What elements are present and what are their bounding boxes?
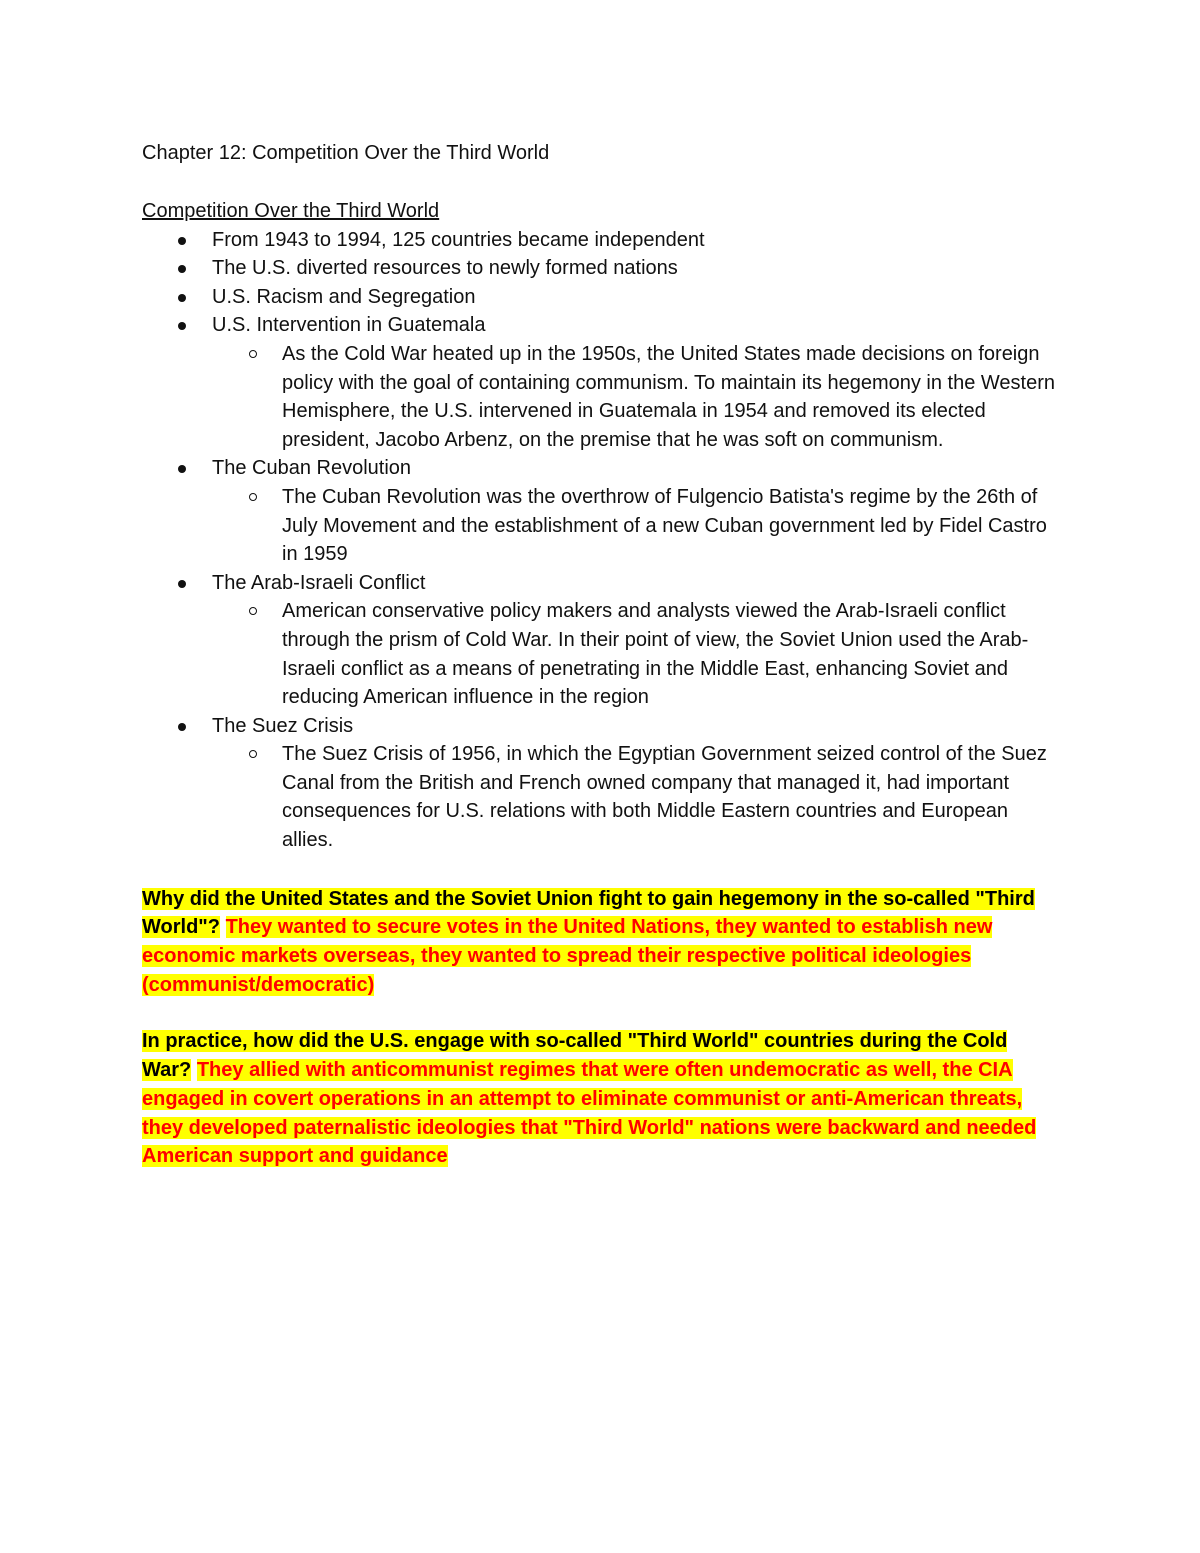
qa-block-engagement — [142, 1027, 1062, 1171]
list-item-text: The Cuban Revolution — [212, 457, 412, 480]
list-item — [212, 226, 1062, 255]
bullet-list — [142, 226, 1062, 855]
filled-bullet-icon — [178, 723, 186, 731]
filled-bullet-icon — [178, 294, 186, 302]
filled-bullet-icon — [178, 265, 186, 273]
list-item-text: The U.S. diverted resources to newly formed nations — [212, 257, 678, 280]
sub-list-item — [282, 597, 1062, 711]
list-item-text: The Suez Crisis — [212, 714, 354, 737]
sub-bullet-list — [212, 740, 1062, 854]
list-item — [212, 569, 1062, 712]
filled-bullet-icon — [178, 465, 186, 473]
section-heading: Competition Over the Third World — [142, 200, 440, 222]
sub-list-item-text: American conservative policy makers and analysts viewed the Arab-Israeli conflict through the prism of Cold War. In their point of view, the Soviet Union used the Arab-Israeli conflict as a means of penetrating in the Middle East, enhancing Soviet and reducing American influence in the region — [282, 600, 1029, 709]
answer-text: They allied with anticommunist regimes that were often undemocratic as well, the CIA engaged in covert operations in an attempt to eliminate communist or anti-American threats, they developed paternalistic ideologies that "Third World" nations were backward and needed American support and guidance — [142, 1059, 1037, 1168]
sub-bullet-list — [212, 597, 1062, 711]
hollow-bullet-icon — [249, 607, 257, 615]
question-text: In practice, how did the U.S. engage with so-called "Third World" countries during the Cold War? — [142, 1030, 1008, 1082]
filled-bullet-icon — [178, 322, 186, 330]
list-item-text: The Arab-Israeli Conflict — [212, 571, 426, 594]
sub-list-item-text: The Suez Crisis of 1956, in which the Egyptian Government seized control of the Suez Canal from the British and French owned company that managed it, had important consequences for U.S. relations with both Middle Eastern countries and European allies. — [282, 743, 1047, 852]
list-item — [212, 712, 1062, 855]
list-item — [212, 283, 1062, 312]
list-item — [212, 454, 1062, 568]
filled-bullet-icon — [178, 237, 186, 245]
sub-list-item-text: The Cuban Revolution was the overthrow of Fulgencio Batista's regime by the 26th of July Movement and the establishment of a new Cuban government led by Fidel Castro in 1959 — [282, 485, 1047, 566]
list-item-text: U.S. Intervention in Guatemala — [212, 314, 486, 337]
hollow-bullet-icon — [249, 493, 257, 501]
list-item-text: U.S. Racism and Segregation — [212, 285, 476, 308]
answer-text: They wanted to secure votes in the United Nations, they wanted to establish new economic markets overseas, they wanted to spread their respective political ideologies (communist/democratic) — [142, 916, 993, 996]
question-text: Why did the United States and the Soviet Union fight to gain hegemony in the so-called "Third World"? — [142, 887, 1035, 939]
sub-bullet-list — [212, 340, 1062, 454]
sub-list-item — [282, 740, 1062, 854]
qa-block-hegemony — [142, 885, 1062, 1000]
document-page — [142, 138, 1062, 1171]
sub-list-item-text: As the Cold War heated up in the 1950s, the United States made decisions on foreign policy with the goal of containing communism. To maintain its hegemony in the Western Hemisphere, the U.S. intervened in Guatemala in 1954 and removed its elected president, Jacobo Arbenz, on the premise that he was soft on communism. — [282, 342, 1055, 451]
filled-bullet-icon — [178, 580, 186, 588]
sub-bullet-list — [212, 483, 1062, 569]
document-title: Chapter 12: Competition Over the Third World — [142, 142, 550, 164]
hollow-bullet-icon — [249, 750, 257, 758]
sub-list-item — [282, 483, 1062, 569]
sub-list-item — [282, 340, 1062, 454]
list-item — [212, 311, 1062, 454]
list-item-text: From 1943 to 1994, 125 countries became independent — [212, 228, 705, 251]
list-item — [212, 254, 1062, 283]
hollow-bullet-icon — [249, 350, 257, 358]
